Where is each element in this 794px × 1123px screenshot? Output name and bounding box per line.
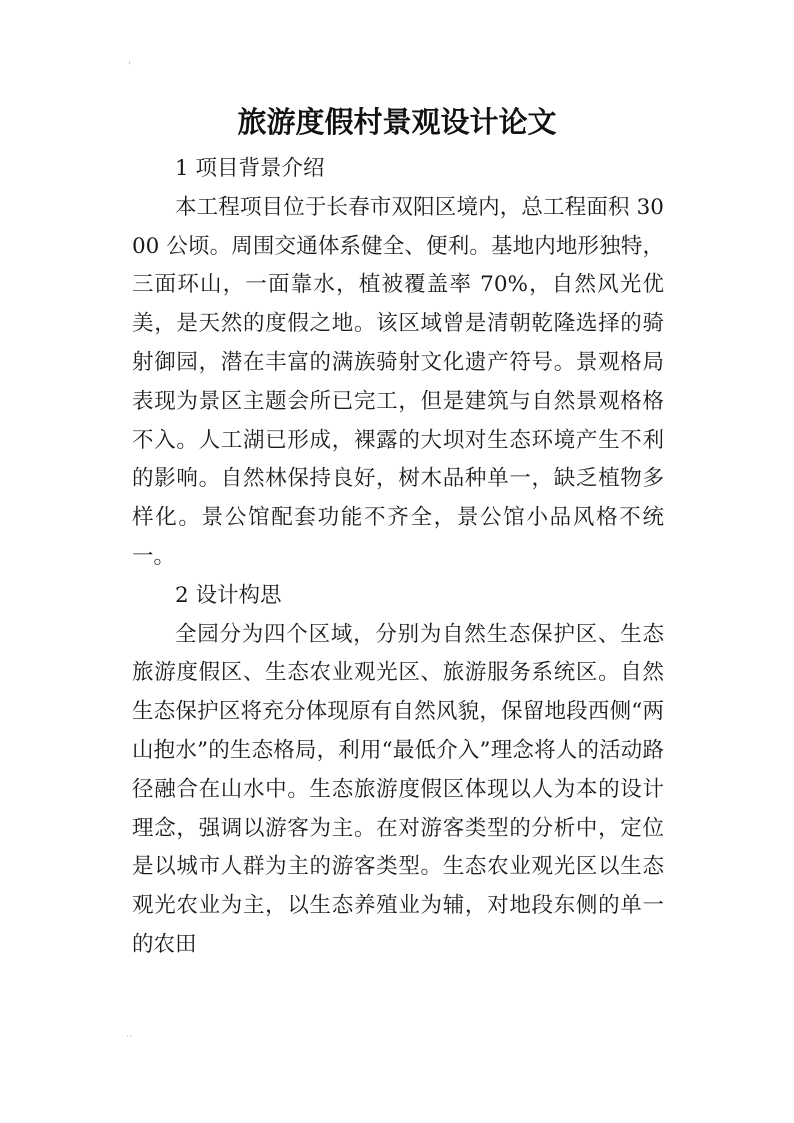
scan-mark-bottom: ·· bbox=[126, 1032, 133, 1043]
paragraph-background: 本工程项目位于长春市双阳区境内，总工程面积 3000 公顷。周围交通体系健全、便利。基地内地形独特，三面环山，一面靠水，植被覆盖率 70%，自然风光优美，是天然的度假之地。该区域曾是清朝乾隆选择的骑射御园，潜在丰富的满族骑射文化遗产符号。景观格局表现为景区主题会所已完工，但是建筑与自然景观格格不入。人工湖已形成，裸露的大坝对生态环境产生不利的影响。自然林保持良好，树木品种单一，缺乏植物多样化。景公馆配套功能不齐全，景公馆小品风格不统一。 bbox=[132, 194, 664, 569]
document-body bbox=[132, 150, 664, 965]
paragraph-design-concept: 全园分为四个区域，分别为自然生态保护区、生态旅游度假区、生态农业观光区、旅游服务系统区。自然生态保护区将充分体现原有自然风貌，保留地段西侧“两山抱水”的生态格局，利用“最低介入”理念将人的活动路径融合在山水中。生态旅游度假区体现以人为本的设计理念，强调以游客为主。在对游客类型的分析中，定位是以城市人群为主的游客类型。生态农业观光区以生态观光农业为主，以生态养殖业为辅，对地段东侧的单一的农田 bbox=[132, 621, 664, 957]
scan-mark-top: ' bbox=[128, 61, 131, 72]
section-heading-background: 1 项目背景介绍 bbox=[175, 156, 325, 181]
section-heading-design-concept: 2 设计构思 bbox=[175, 582, 282, 608]
document-title: 旅游度假村景观设计论文 bbox=[237, 105, 557, 139]
